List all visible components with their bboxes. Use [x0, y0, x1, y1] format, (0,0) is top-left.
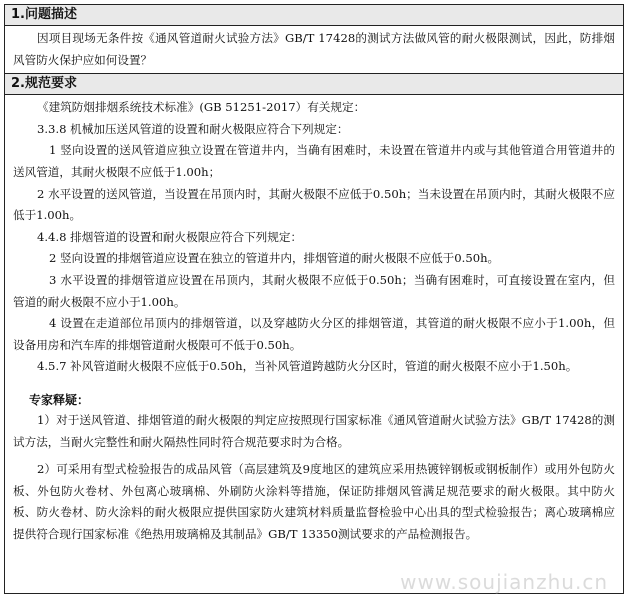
clause-4-4-8: 4.4.8 排烟管道的设置和耐火极限应符合下列规定：	[37, 229, 303, 244]
expert-point-1: 1）对于送风管道、排烟管道的耐火极限的判定应按照现行国家标准《通风管道耐火试验方法》GB/T 17428的测试方法，当耐火完整性和耐火隔热性同时符合规范要求时为合格。	[13, 412, 615, 449]
expert-point-2: 2）可采用有型式检验报告的成品风管（高层建筑及9度地区的建筑应采用热镀锌钢板或钢板制作）或用外包防火板、外包防火卷材、外包离心玻璃棉、外刷防火涂料等措施，保证防排烟风管满足规范要求的耐火极限。其中防火板、防火卷材、防火涂料的耐火极限应提供国家防火建筑材料质量监督检验中心出具的型式检验报告；离心玻璃棉应提供符合现行国家标准《绝热用玻璃棉及其制品》GB/T 13350测试要求的产品检测报告。	[13, 462, 615, 541]
clause-4-4-8-item-4: 4 设置在走道部位吊顶内的排烟管道，以及穿越防火分区的排烟管道，其管道的耐火极限不应小于1.00h，但设备用房和汽车库的排烟管道耐火极限可不低于0.50h。	[13, 316, 615, 352]
watermark: www.soujianzhu.cn	[400, 570, 608, 594]
section-1-title: 1.问题描述	[5, 5, 623, 26]
clause-4-5-7: 4.5.7 补风管道耐火极限不应低于0.50h，当补风管道跨越防火分区时，管道的耐火极限不应小于1.50h。	[37, 359, 578, 374]
clause-3-3-8-item-2: 2 水平设置的送风管道，当设置在吊顶内时，其耐火极限不应低于0.50h；当未设置在吊顶内时，其耐火极限不应低于1.00h。	[13, 186, 615, 223]
clause-3-3-8-item-1: 1 竖向设置的送风管道应独立设置在管道井内，当确有困难时，未设置在管道井内或与其他管道合用管道井的送风管道，其耐火极限不应低于1.00h；	[13, 143, 615, 179]
document-frame	[4, 4, 624, 594]
expert-explanation-title: 专家释疑：	[29, 392, 90, 407]
section-2-body	[5, 95, 623, 545]
clause-3-3-8: 3.3.8 机械加压送风管道的设置和耐火极限应符合下列规定：	[37, 121, 349, 136]
clause-4-4-8-item-2: 2 竖向设置的排烟管道应设置在独立的管道井内，排烟管道的耐火极限不应低于0.50h。	[49, 251, 500, 266]
standard-intro: 《建筑防烟排烟系统技术标准》(GB 51251-2017）有关规定：	[37, 100, 366, 115]
section-1-body	[5, 26, 623, 73]
clause-4-4-8-item-3: 3 水平设置的排烟管道应设置在吊顶内，其耐火极限不应低于0.50h；当确有困难时，可直接设置在室内，但管道的耐火极限不应小于1.00h。	[13, 272, 615, 309]
section-2-title: 2.规范要求	[5, 73, 623, 95]
problem-description: 因项目现场无条件按《通风管道耐火试验方法》GB/T 17428的测试方法做风管的耐火极限测试，因此，防排烟风管防火保护应如何设置？	[13, 31, 615, 67]
